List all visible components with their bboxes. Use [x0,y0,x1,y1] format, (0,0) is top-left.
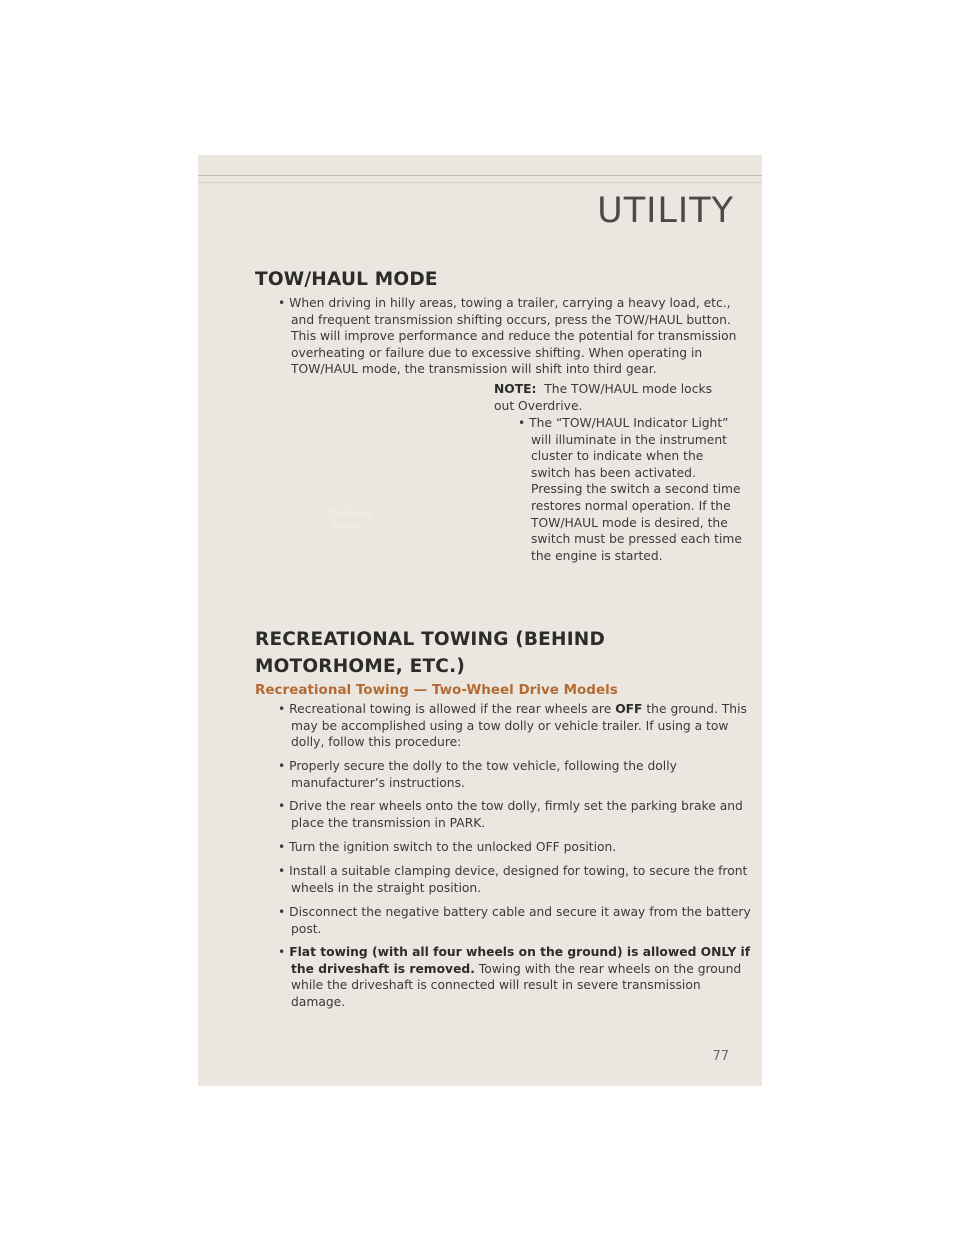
b1-pre: • Recreational towing is allowed if the rear wheels are [278,702,616,716]
tow-haul-bullet-1: • When driving in hilly areas, towing a trailer, carrying a heavy load, etc., and frequent transmission shifting occurs, press the TOW/HAUL button. This will improve performance and reduce the potential for transmission overheating or failure due to excessive shifting. When operating in TOW/HAUL mode, the transmission will shift into third gear. [278,296,737,377]
b1-bold: OFF [615,702,643,716]
recreational-bullet-5: • Install a suitable clamping device, designed for towing, to secure the front wheels in the straight position. [278,864,748,895]
page-number: 77 [712,1049,729,1064]
recreational-bullet-2: • Properly secure the dolly to the tow vehicle, following the dolly manufacturer’s instructions. [278,759,677,790]
two-wheel-drive-subheading: Recreational Towing — Two-Wheel Drive Models [255,682,618,698]
image-label-line-2: Button [330,521,359,532]
header-rule-secondary [198,182,762,183]
image-label-line-1: Tow/Haul [330,509,372,520]
b7-post: Towing with the rear wheels on the ground while the driveshaft is connected will result in severe transmission damage. [291,961,742,1009]
recreational-bullet-1 [278,701,751,751]
tow-haul-button-label [330,509,371,533]
b7-bold: Flat towing (with all four wheels on the ground) is allowed ONLY if the driveshaft is removed. [289,945,751,976]
recreational-bullet-4: • Turn the ignition switch to the unlocked OFF position. [278,840,617,854]
note-label: NOTE: [494,382,537,396]
note-text: The TOW/HAUL mode locks out Overdrive. [494,382,712,413]
recreational-bullet-3: • Drive the rear wheels onto the tow dolly, firmly set the parking brake and place the transmission in PARK. [278,799,743,830]
tow-haul-bullet-2: • The “TOW/HAUL Indicator Light” will illuminate in the instrument cluster to indicate when the switch has been activated. Pressing the switch a second time restores normal operation. If the TOW/HAUL mode is desired, the switch must be pressed each time the engine is started. [518,416,742,563]
b7-bullet: • [278,945,286,959]
recreational-towing-heading: RECREATIONAL TOWING (BEHIND MOTORHOME, ETC.) [255,629,606,677]
section-title: UTILITY [597,191,734,231]
recreational-bullet-6: • Disconnect the negative battery cable and secure it away from the battery post. [278,905,751,936]
recreational-bullet-7 [278,944,753,1010]
tow-haul-heading: TOW/HAUL MODE [255,269,438,290]
b1-post: the ground. This may be accomplished using a tow dolly or vehicle trailer. If using a tow dolly, follow this procedure: [291,702,747,750]
tow-haul-note [494,381,734,414]
header-rule [198,175,762,176]
manual-page [198,155,762,1086]
